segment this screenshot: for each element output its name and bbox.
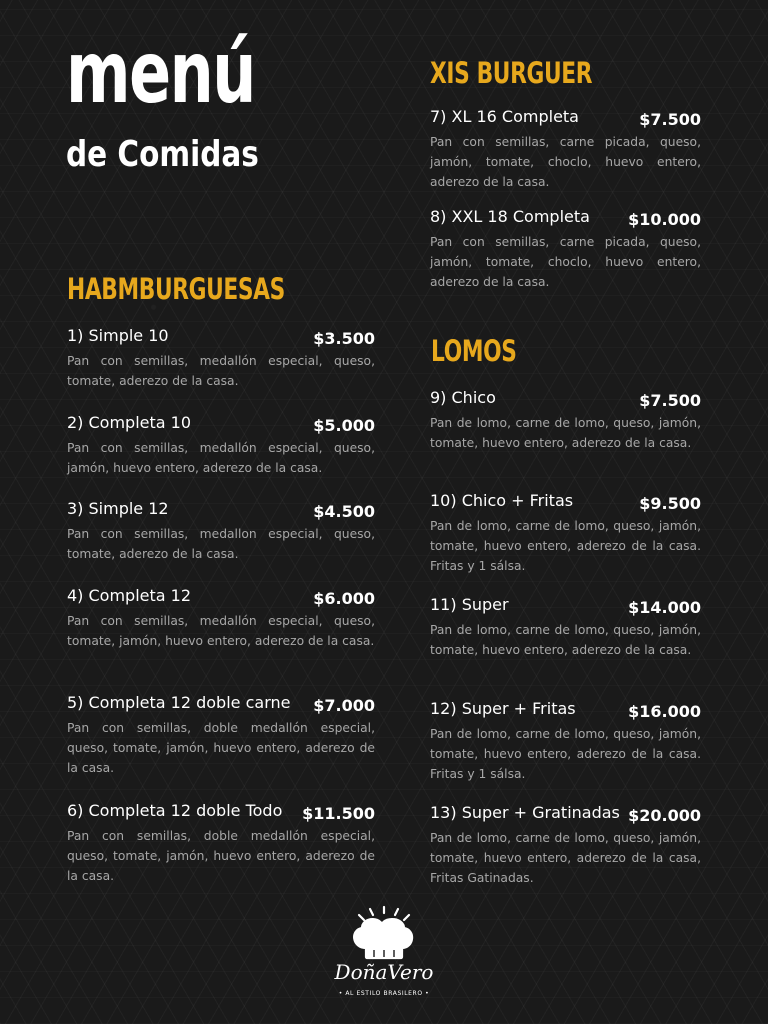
item-name: 4) Completa 12 — [67, 586, 192, 605]
section-title-lomos: LOMOS — [431, 334, 517, 368]
menu-item — [430, 107, 701, 192]
item-price: $4.500 — [313, 502, 375, 521]
item-description: Pan con semillas, medallón especial, queso, jamón, huevo entero, aderezo de la casa. — [67, 441, 375, 475]
menu-item — [67, 413, 375, 478]
menu-item — [430, 207, 701, 292]
item-price: $7.500 — [639, 110, 701, 129]
brand-logo — [322, 904, 446, 1008]
menu-item — [67, 801, 375, 886]
item-price: $14.000 — [628, 598, 701, 617]
item-price: $16.000 — [628, 702, 701, 721]
menu-item — [430, 491, 701, 576]
item-description: Pan con semillas, doble medallón especial, queso, tomate, jamón, huevo entero, aderezo de la casa. — [67, 829, 375, 883]
item-price: $9.500 — [639, 494, 701, 513]
menu-title-block — [66, 23, 328, 175]
item-description: Pan de lomo, carne de lomo, queso, jamón, tomate, huevo entero, aderezo de la casa. Fritas y 1 sálsa. — [430, 727, 701, 781]
menu-item — [67, 499, 375, 564]
item-description: Pan con semillas, doble medallón especial, queso, tomate, jamón, huevo entero, aderezo de la casa. — [67, 721, 375, 775]
item-name: 5) Completa 12 doble carne — [67, 693, 291, 712]
menu-item — [67, 586, 375, 651]
item-description: Pan con semillas, carne picada, queso, jamón, tomate, choclo, huevo entero, aderezo de la casa. — [430, 135, 701, 189]
menu-item — [67, 693, 375, 778]
menu-item — [67, 326, 375, 391]
item-name: 3) Simple 12 — [67, 499, 169, 518]
item-price: $6.000 — [313, 589, 375, 608]
brand-tagline: • AL ESTILO BRASILERO • — [338, 990, 430, 997]
item-description: Pan de lomo, carne de lomo, queso, jamón, tomate, huevo entero, aderezo de la casa. — [430, 416, 701, 450]
item-description: Pan de lomo, carne de lomo, queso, jamón, tomate, huevo entero, aderezo de la casa. — [430, 623, 701, 657]
item-name: 2) Completa 10 — [67, 413, 192, 432]
item-description: Pan con semillas, medallón especial, queso, tomate, aderezo de la casa. — [67, 354, 375, 388]
item-description: Pan con semillas, medallón especial, queso, tomate, jamón, huevo entero, aderezo de la casa. — [67, 614, 375, 648]
item-description: Pan de lomo, carne de lomo, queso, jamón, tomate, huevo entero, aderezo de la casa. Fritas y 1 sálsa. — [430, 519, 701, 573]
item-name: 8) XXL 18 Completa — [430, 207, 590, 226]
item-price: $3.500 — [313, 329, 375, 348]
item-description: Pan con semillas, medallon especial, queso, tomate, aderezo de la casa. — [67, 527, 375, 561]
item-price: $7.500 — [639, 391, 701, 410]
item-description: Pan con semillas, carne picada, queso, jamón, tomate, choclo, huevo entero, aderezo de la casa. — [430, 235, 701, 289]
brand-name: DoñaVero — [334, 960, 434, 984]
page-subtitle: de Comidas — [66, 134, 259, 175]
menu-item — [430, 803, 701, 888]
item-price: $7.000 — [313, 696, 375, 715]
menu-item — [430, 388, 701, 453]
section-title-xis-burguer: XIS BURGUER — [430, 56, 593, 90]
item-price: $5.000 — [313, 416, 375, 435]
menu-item — [430, 699, 701, 784]
item-price: $10.000 — [628, 210, 701, 229]
item-name: 11) Super — [430, 595, 509, 614]
section-title-hamburguesas: HABMBURGUESAS — [67, 272, 285, 306]
item-name: 7) XL 16 Completa — [430, 107, 579, 126]
item-name: 9) Chico — [430, 388, 496, 407]
item-name: 1) Simple 10 — [67, 326, 169, 345]
item-name: 10) Chico + Fritas — [430, 491, 574, 510]
page-title: menú — [66, 23, 255, 123]
menu-item — [430, 595, 701, 660]
item-description: Pan de lomo, carne de lomo, queso, jamón, tomate, huevo entero, aderezo de la casa, Fritas Gatinadas. — [430, 831, 701, 885]
item-name: 6) Completa 12 doble Todo — [67, 801, 283, 820]
item-price: $11.500 — [302, 804, 375, 823]
item-name: 12) Super + Fritas — [430, 699, 576, 718]
item-name: 13) Super + Gratinadas — [430, 803, 620, 822]
item-price: $20.000 — [628, 806, 701, 825]
chef-hat-icon — [322, 904, 446, 964]
